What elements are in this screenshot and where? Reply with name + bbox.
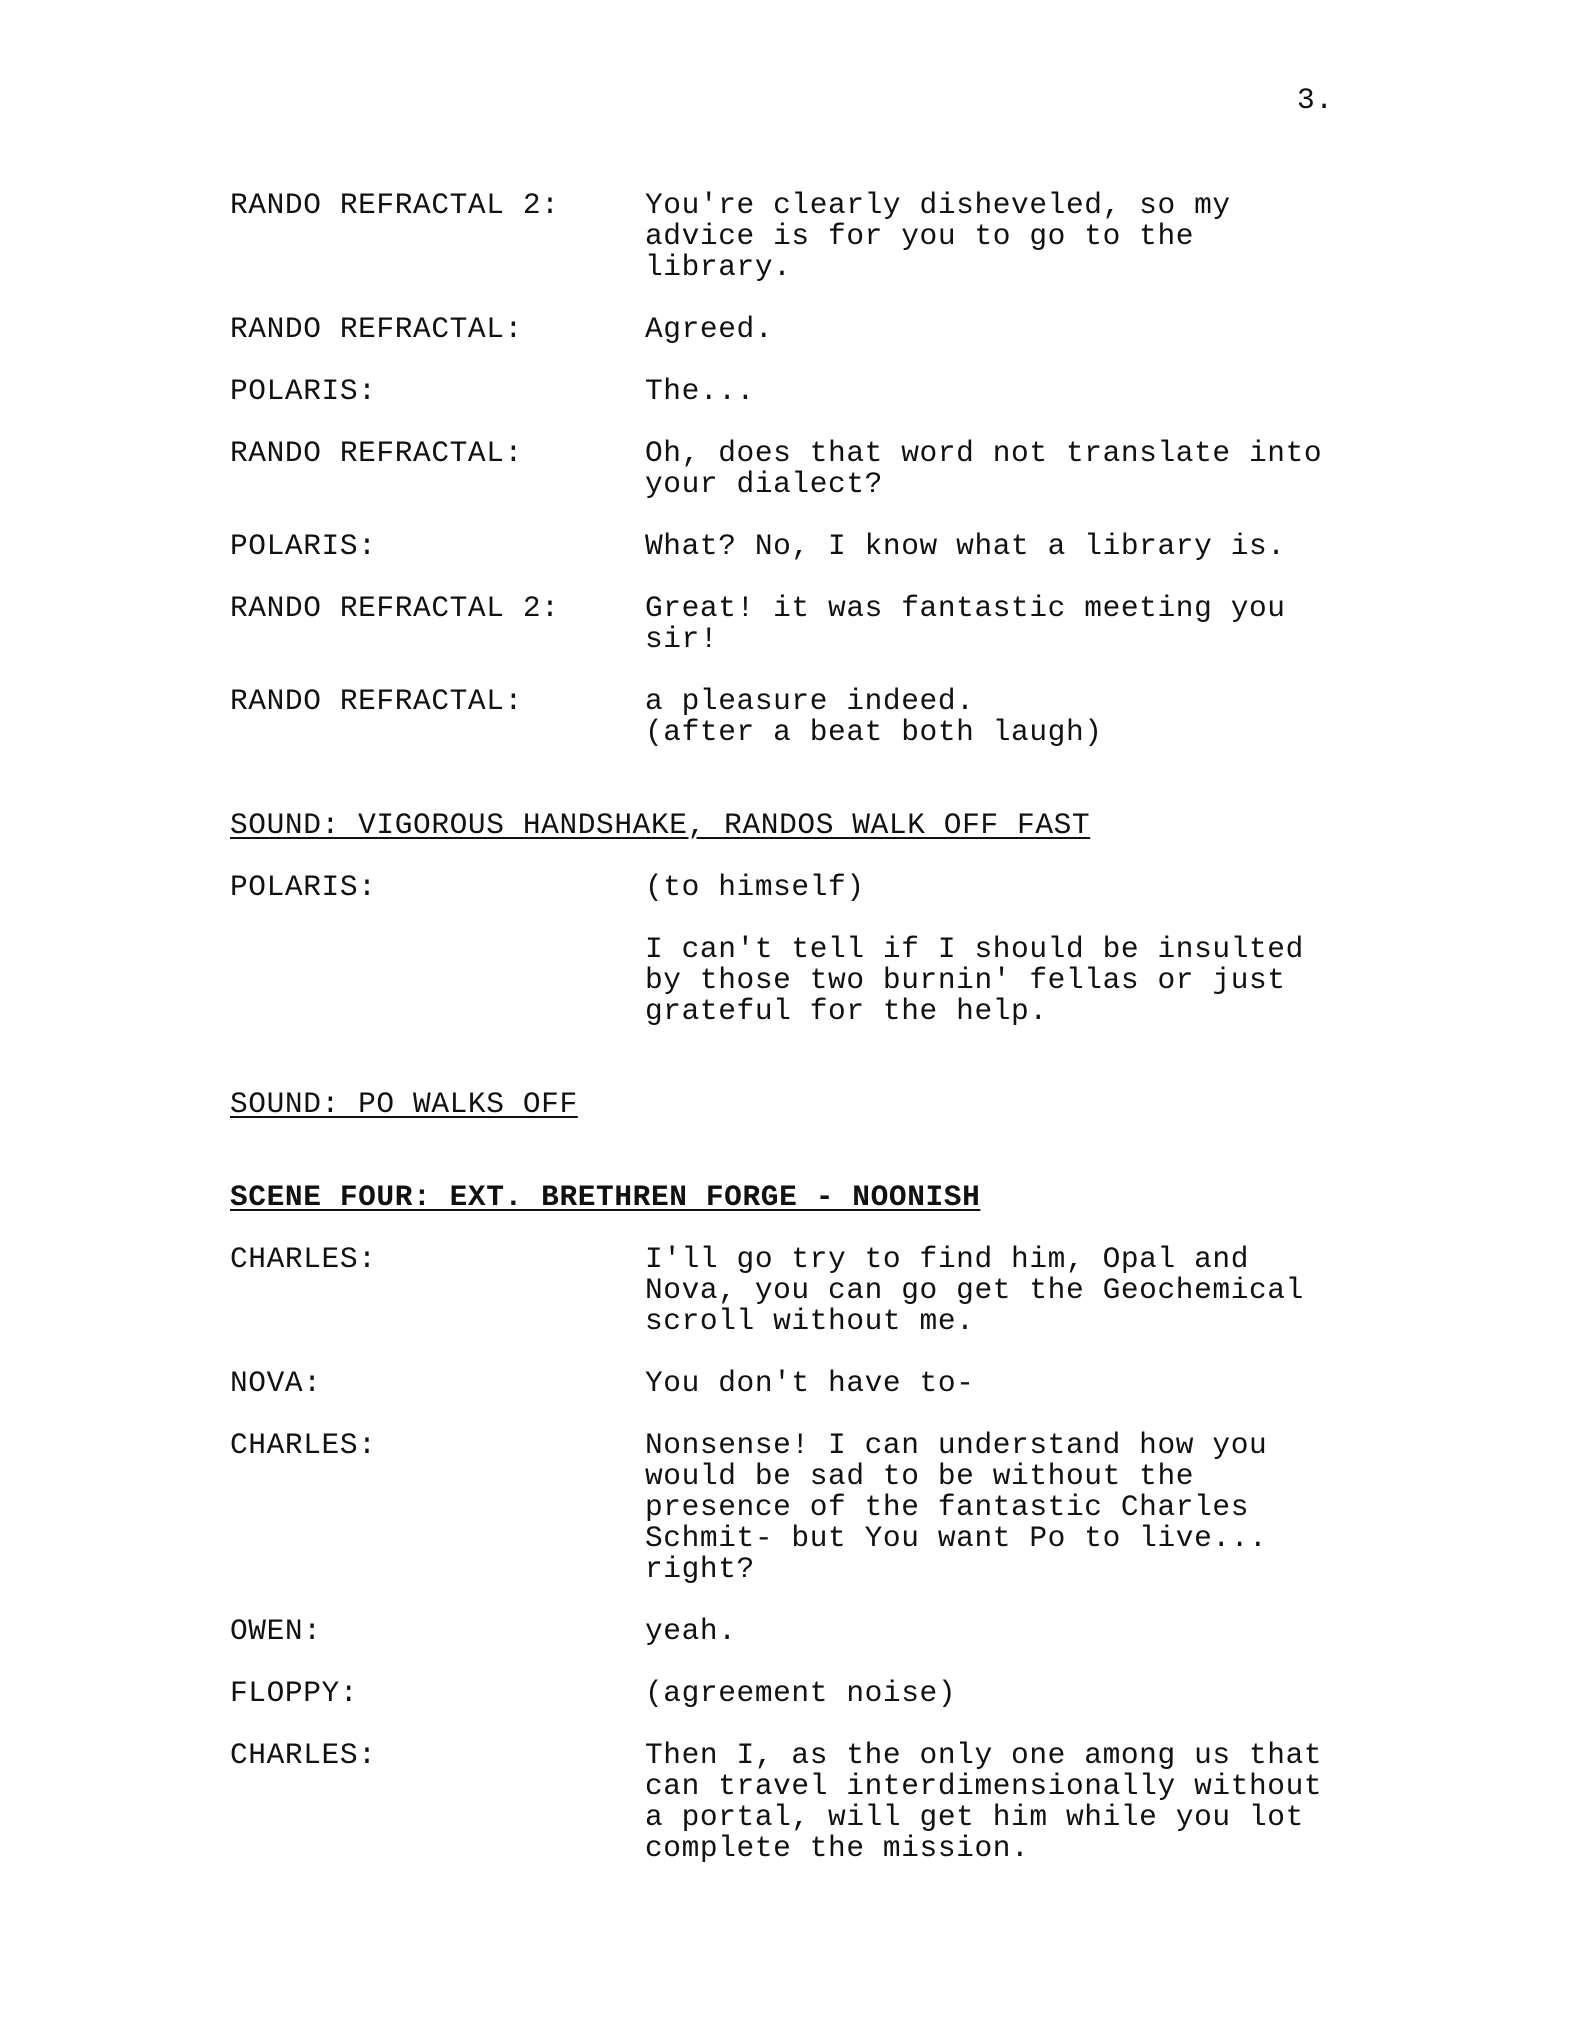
dialogue-line: would be sad to be without the bbox=[645, 1459, 1195, 1493]
dialogue-line: The... bbox=[645, 374, 755, 408]
dialogue-line: library. bbox=[645, 250, 792, 284]
dialogue-line: Then I, as the only one among us that bbox=[645, 1738, 1323, 1772]
dialogue-line: can travel interdimensionally without bbox=[645, 1769, 1323, 1803]
scene-heading: SCENE FOUR: EXT. BRETHREN FORGE - NOONISH bbox=[230, 1180, 981, 1214]
dialogue-line: presence of the fantastic Charles bbox=[645, 1490, 1249, 1524]
sound-cue: SOUND: VIGOROUS HANDSHAKE, RANDOS WALK OFF FAST bbox=[230, 808, 1091, 842]
sound-cue: SOUND: PO WALKS OFF bbox=[230, 1087, 578, 1121]
dialogue-line: What? No, I know what a library is. bbox=[645, 529, 1286, 563]
character-name: POLARIS: bbox=[230, 374, 377, 408]
character-name: NOVA: bbox=[230, 1366, 322, 1400]
dialogue-line: advice is for you to go to the bbox=[645, 219, 1195, 253]
dialogue-line: I'll go try to find him, Opal and bbox=[645, 1242, 1249, 1276]
dialogue-line: Great! it was fantastic meeting you bbox=[645, 591, 1286, 625]
character-name: RANDO REFRACTAL 2: bbox=[230, 188, 560, 222]
character-name: CHARLES: bbox=[230, 1428, 377, 1462]
character-name: FLOPPY: bbox=[230, 1676, 359, 1710]
character-name: RANDO REFRACTAL: bbox=[230, 684, 523, 718]
parenthetical: (agreement noise) bbox=[645, 1676, 957, 1710]
dialogue-line: Oh, does that word not translate into bbox=[645, 436, 1323, 470]
dialogue-line: right? bbox=[645, 1552, 755, 1586]
dialogue-line: You don't have to- bbox=[645, 1366, 975, 1400]
dialogue-line: You're clearly disheveled, so my bbox=[645, 188, 1231, 222]
character-name: OWEN: bbox=[230, 1614, 322, 1648]
dialogue-line: a portal, will get him while you lot bbox=[645, 1800, 1304, 1834]
dialogue-line: a pleasure indeed. bbox=[645, 684, 975, 718]
dialogue-line: by those two burnin' fellas or just bbox=[645, 963, 1286, 997]
dialogue-line: Agreed. bbox=[645, 312, 774, 346]
character-name: POLARIS: bbox=[230, 870, 377, 904]
parenthetical: (to himself) bbox=[645, 870, 865, 904]
dialogue-line: grateful for the help. bbox=[645, 994, 1048, 1028]
character-name: CHARLES: bbox=[230, 1242, 377, 1276]
character-name: RANDO REFRACTAL: bbox=[230, 436, 523, 470]
character-name: RANDO REFRACTAL 2: bbox=[230, 591, 560, 625]
character-name: POLARIS: bbox=[230, 529, 377, 563]
dialogue-line: your dialect? bbox=[645, 467, 883, 501]
dialogue-line: scroll without me. bbox=[645, 1304, 975, 1338]
dialogue-line: Nova, you can go get the Geochemical bbox=[645, 1273, 1304, 1307]
dialogue-line: yeah. bbox=[645, 1614, 737, 1648]
character-name: RANDO REFRACTAL: bbox=[230, 312, 523, 346]
dialogue-line: Nonsense! I can understand how you bbox=[645, 1428, 1268, 1462]
dialogue-line: sir! bbox=[645, 622, 719, 656]
character-name: CHARLES: bbox=[230, 1738, 377, 1772]
page-number: 3. bbox=[1297, 83, 1334, 117]
dialogue-line: Schmit- but You want Po to live... bbox=[645, 1521, 1268, 1555]
dialogue-line: complete the mission. bbox=[645, 1831, 1030, 1865]
parenthetical: (after a beat both laugh) bbox=[645, 715, 1103, 749]
dialogue-line: I can't tell if I should be insulted bbox=[645, 932, 1304, 966]
